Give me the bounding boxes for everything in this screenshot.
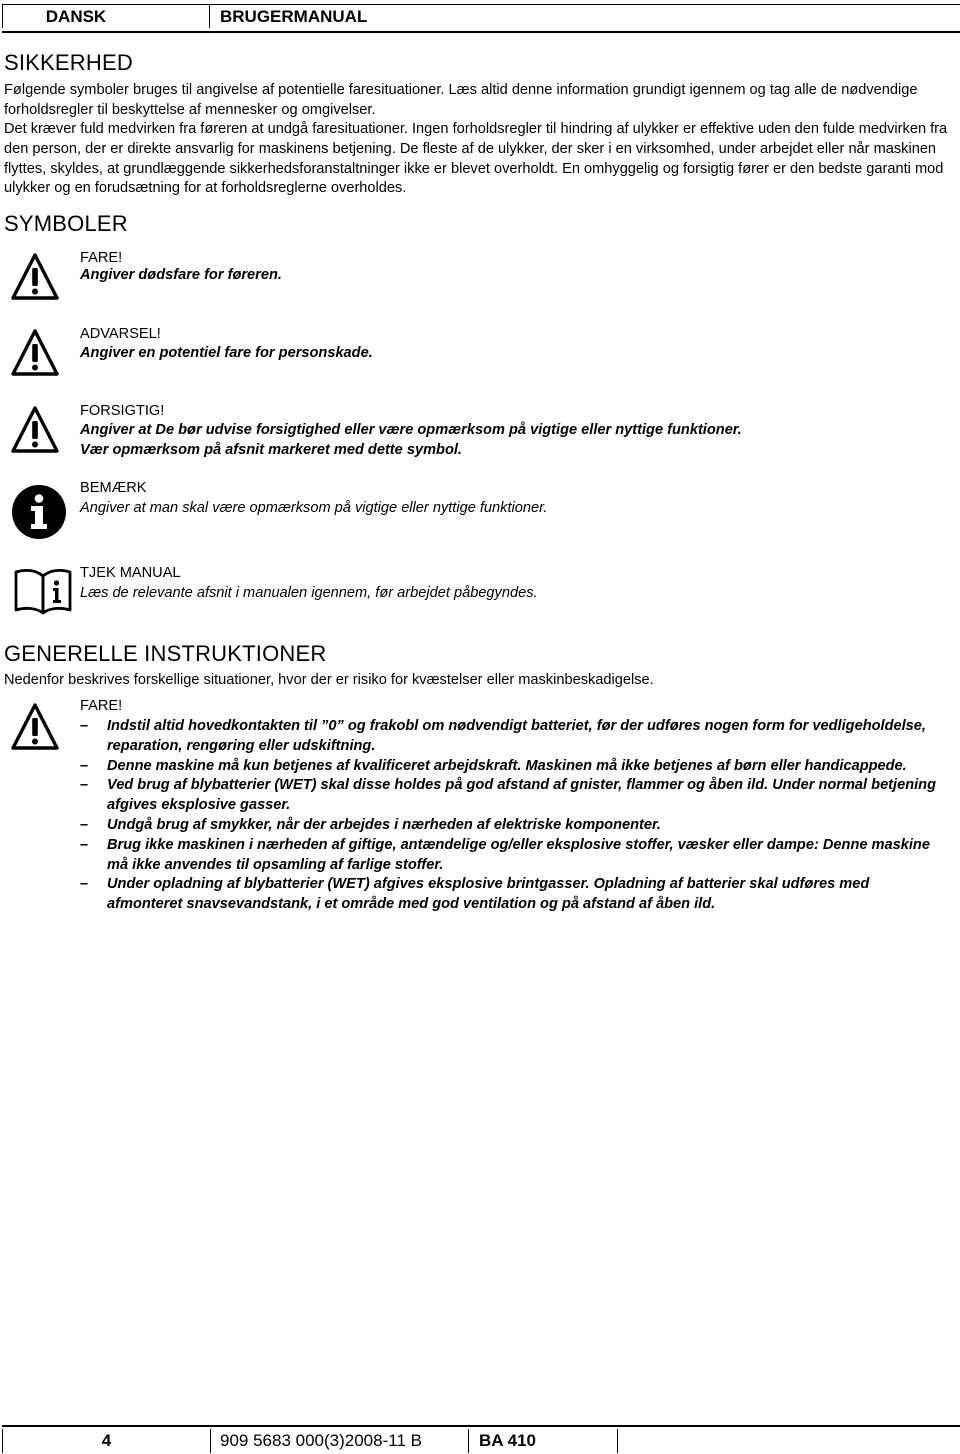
header-language: DANSK — [2, 4, 210, 28]
header-rule — [2, 31, 960, 33]
symbol-caution-title: FORSIGTIG! — [80, 403, 165, 419]
page-footer — [0, 1425, 960, 1454]
general-danger-list — [80, 717, 940, 915]
symbol-warning-desc: Angiver en potentiel fare for personskade. — [80, 345, 373, 361]
symbol-danger-desc: Angiver dødsfare for føreren. — [80, 267, 282, 283]
symbol-caution-desc-2: Vær opmærksom på afsnit markeret med dette symbol. — [80, 442, 462, 458]
warning-triangle-icon — [10, 405, 60, 455]
symbol-manual-title: TJEK MANUAL — [80, 565, 181, 581]
warning-triangle-icon — [10, 328, 60, 378]
safety-paragraph-2: Det kræver fuld medvirken fra føreren at undgå faresituationer. Ingen forholdsregler til hindring af ulykker er effektive uden den fulde medvirken fra den person, der er direkte ansvarlig for maskinens betjening. De fleste af de ulykker, der sker i en virksomhed, under arbejdet eller når maskinen flyttes, skyldes, at grundlæggende sikkerhedsforanstaltninger ikke er blevet overholdt. En omhyggelig og forsigtig fører er den bedste garanti mod ulykker og en forudsætning for at forholdsreglerne overholdes. — [4, 121, 948, 197]
general-intro: Nedenfor beskrives forskellige situationer, hvor der er risiko for kvæstelser eller maskinbeskadigelse. — [4, 672, 654, 688]
header-title: BRUGERMANUAL — [210, 4, 960, 28]
safety-heading: SIKKERHED — [4, 50, 133, 75]
list-item: – Under opladning af blybatterier (WET) afgives eksplosive brintgasser. Opladning af batterier skal udføres med afmonteret snavsevandstank, i et område med god ventilation og på afstand af åben ild. — [80, 876, 870, 913]
model-name: BA 410 — [468, 1429, 618, 1453]
general-heading: GENERELLE INSTRUKTIONER — [4, 641, 327, 666]
safety-paragraph-1: Følgende symboler bruges til angivelse af potentielle faresituationer. Læs altid denne information grundigt igennem og tag alle de nødvendige forholdsregler til beskyttelse af mennesker og omgivelser. — [4, 82, 918, 118]
warning-triangle-icon — [10, 702, 60, 752]
page-number: 4 — [2, 1429, 210, 1453]
page-header — [0, 4, 960, 30]
symbol-caution-desc: Angiver at De bør udvise forsigtighed eller være opmærksom på vigtige eller nyttige funktioner. — [80, 422, 742, 438]
list-item: – Undgå brug af smykker, når der arbejdes i nærheden af elektriske komponenter. — [80, 816, 661, 833]
list-item: – Indstil altid hovedkontakten til ”0” og frakobl om nødvendigt batteriet, før der udføres nogen form for vedligeholdelse, reparation, rengøring eller udskiftning. — [80, 718, 926, 754]
symbol-warning-title: ADVARSEL! — [80, 326, 161, 342]
list-item: – Brug ikke maskinen i nærheden af giftige, antændelige og/eller eksplosive stoffer, væsker eller dampe: Denne maskine må ikke anvendes til opsamling af farlige stoffer. — [80, 836, 930, 873]
document-code: 909 5683 000(3)2008-11 B — [210, 1429, 468, 1453]
general-danger-title: FARE! — [80, 698, 123, 714]
warning-triangle-icon — [10, 252, 60, 302]
info-icon — [11, 484, 67, 540]
symbol-note-title: BEMÆRK — [80, 480, 147, 496]
symbol-manual-desc: Læs de relevante afsnit i manualen igennem, før arbejdet påbegyndes. — [80, 585, 538, 601]
list-item: – Denne maskine må kun betjenes af kvalificeret arbejdskraft. Maskinen må ikke betjenes af børn eller handicappede. — [80, 757, 907, 774]
footer-rule — [2, 1425, 960, 1427]
symbol-note-desc: Angiver at man skal være opmærksom på vigtige eller nyttige funktioner. — [80, 500, 548, 516]
symbol-danger-title: FARE! — [80, 250, 123, 266]
symbols-heading: SYMBOLER — [4, 211, 128, 236]
list-item: – Ved brug af blybatterier (WET) skal disse holdes på god afstand af gnister, flammer og åben ild. Under normal betjening afgives eksplosive gasser. — [80, 777, 937, 814]
manual-book-icon — [12, 566, 74, 616]
